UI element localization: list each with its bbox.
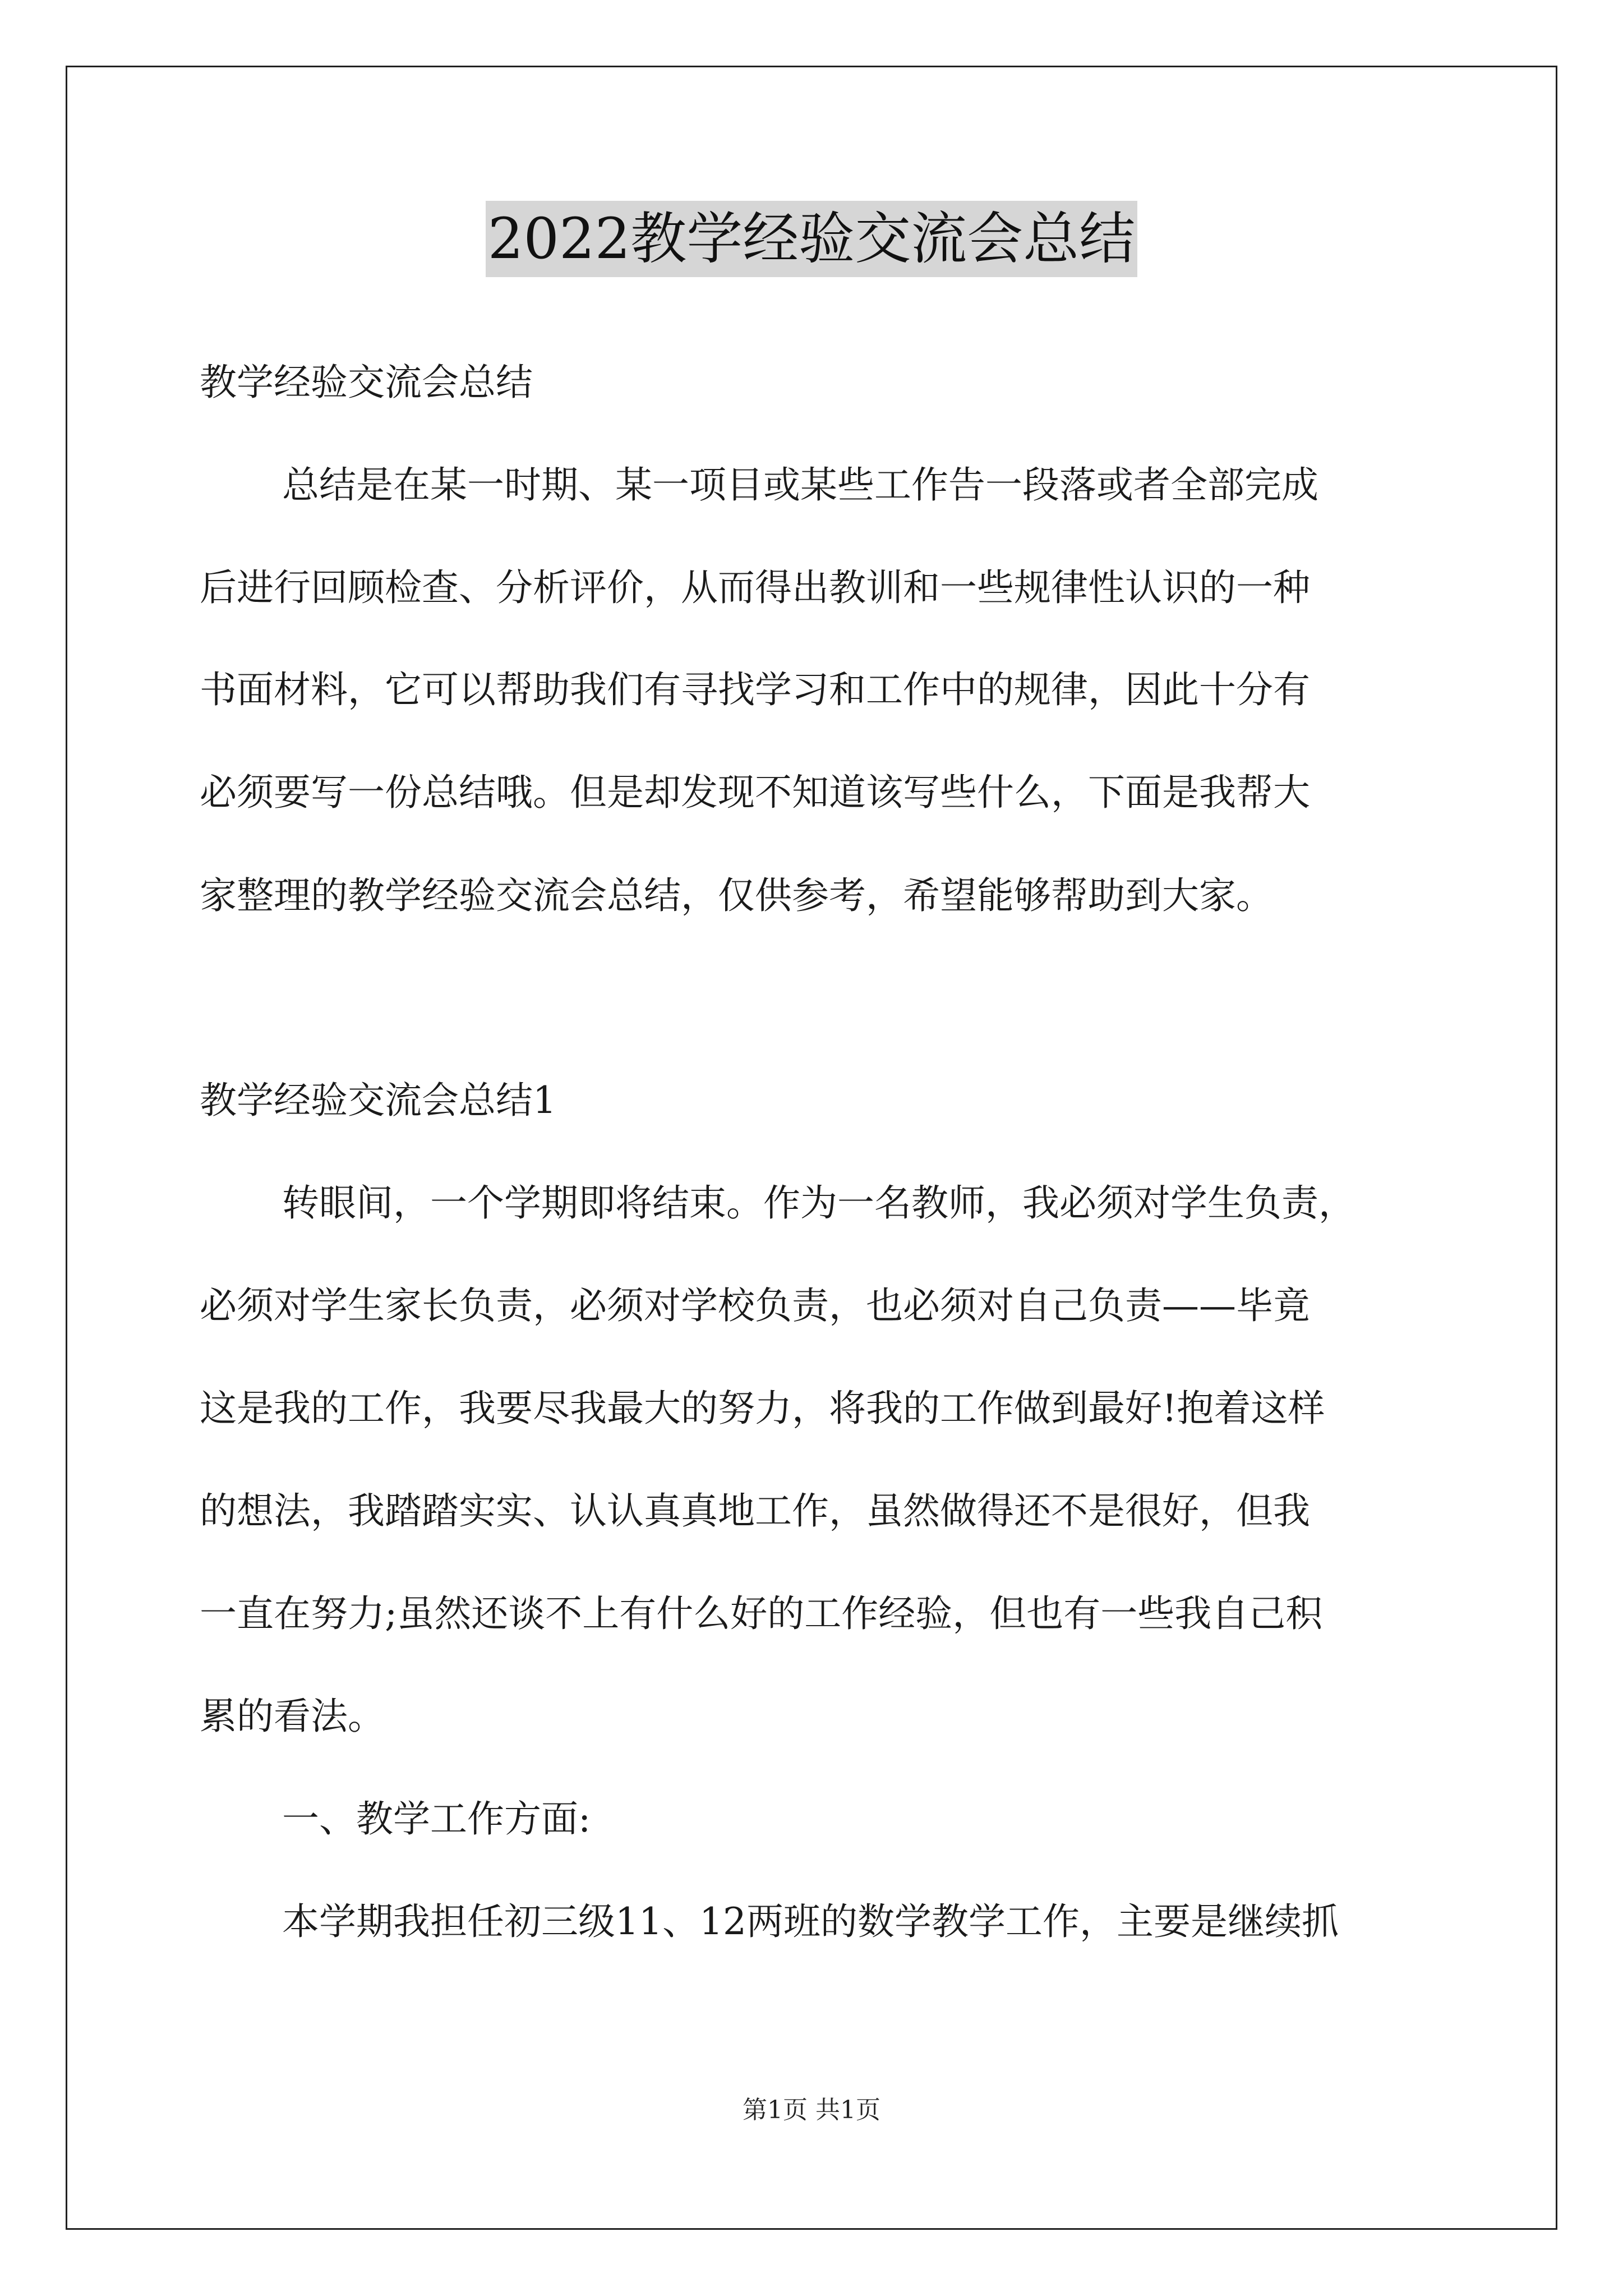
paragraph-line: 书面材料，它可以帮助我们有寻找学习和工作中的规律，因此十分有 <box>200 668 1310 711</box>
paragraph-line: 本学期我担任初三级11、12两班的数学教学工作，主要是继续抓 <box>282 1900 1339 1943</box>
subsection-heading: 一、教学工作方面: <box>282 1797 591 1841</box>
paragraph-line: 后进行回顾检查、分析评价，从而得出教训和一些规律性认识的一种 <box>200 566 1310 609</box>
paragraph-line: 家整理的教学经验交流会总结，仅供参考，希望能够帮助到大家。 <box>200 874 1273 917</box>
document-title: 2022教学经验交流会总结 <box>486 201 1138 277</box>
section-heading: 教学经验交流会总结 <box>200 361 533 404</box>
paragraph-line: 必须要写一份总结哦。但是却发现不知道该写些什么，下面是我帮大 <box>200 771 1310 814</box>
paragraph-line: 总结是在某一时期、某一项目或某些工作告一段落或者全部完成 <box>282 463 1318 507</box>
page-footer: 第1页 共1页 <box>743 2096 880 2124</box>
paragraph-line: 累的看法。 <box>200 1695 385 1738</box>
section-heading: 教学经验交流会总结1 <box>200 1079 556 1122</box>
paragraph-line: 这是我的工作，我要尽我最大的努力，将我的工作做到最好!抱着这样 <box>200 1387 1325 1430</box>
paragraph-line: 转眼间，一个学期即将结束。作为一名教师，我必须对学生负责， <box>282 1181 1355 1225</box>
title-container <box>0 201 1623 277</box>
paragraph-line: 一直在努力;虽然还谈不上有什么好的工作经验，但也有一些我自己积 <box>200 1592 1323 1635</box>
paragraph-line: 的想法，我踏踏实实、认认真真地工作，虽然做得还不是很好，但我 <box>200 1489 1310 1533</box>
paragraph-line: 必须对学生家长负责，必须对学校负责，也必须对自己负责——毕竟 <box>200 1284 1310 1327</box>
